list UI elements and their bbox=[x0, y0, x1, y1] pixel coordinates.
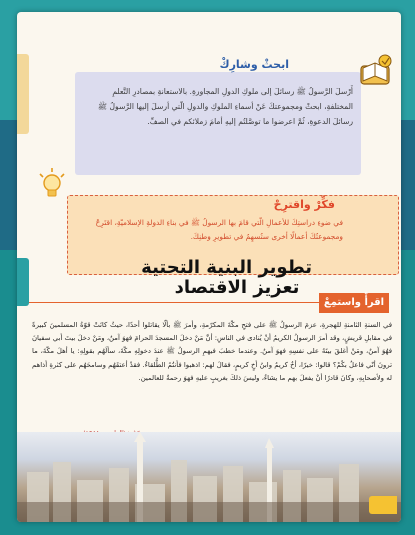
overlay-heading-line-1: تطوير البنية التحتية bbox=[141, 257, 312, 278]
page-number-tab bbox=[369, 496, 397, 514]
read-listen-text: في السنةِ الثامنةِ للهجرةِ، عزمَ الرسولُ ﷺ على فتحِ مكّةَ المكرّمةِ، وأمرَ ﷺ بألّا يقاتلوا أحدًا، حيثُ كانَتْ قوّةُ المسلمينَ كبيرةً في مقابلِ قريشٍ، وقد أمرَ الرسولُ الكريمُ أنْ يُنادى في الناسِ: أنَّ مَنْ دخلَ المسجدَ الحرامَ فهوَ آمنٌ، ومَنْ دخلَ بيتَ أبي سفيانَ فهُوَ آمنٌ، ومَنْ أغلقَ بيتَهُ على نفسِهِ فهوَ آمنٌ. وعندما خطبَ فيهمِ الرسولُ ﷺ عندَ دخولِهِ مكّةَ، سألَهُم بقولِهِ: يا أهلَ مكّةَ، ما ترونَ أنّي فاعلٌ بكُمْ؟ قالوا: خيرًا، أخٌ كريمٌ وابنُ أخٍ كريمٍ، فقالَ لهم: اذهبوا فأنتُمُ الطُّلقاءُ. فقدْ أعتقَهُم وسامحَهُم على كثرةِ أذاهم له ولأصحابِهِ، وكانَ قادرًا أنْ يفعلَ بهم ما يشاءُ، وليسَ ذلكَ بغريبٍ عليهِ فهوَ رحمةٌ للعالمين. bbox=[32, 321, 392, 382]
page-side-tab-bottom bbox=[17, 258, 29, 306]
overlay-heading bbox=[141, 257, 312, 298]
mecca-city-photo bbox=[17, 432, 401, 522]
textbook-page bbox=[17, 12, 401, 522]
think-suggest-title: فكِّرْ واقترِحْ bbox=[273, 198, 335, 211]
overlay-heading-line-2: تعزيز الاقتصاد bbox=[174, 277, 300, 298]
explore-share-title: ابحثْ وشارِكْ bbox=[219, 58, 289, 71]
lightbulb-icon bbox=[36, 166, 68, 206]
explore-share-text: أَرْسلَ الرَّسولُ ﷺ رسائلَ إلى ملوكِ الدولِ المجاورةِ. بالاستعانةِ بمصادرِ التَّعلمِ المختلفةِ، ابحثْ ومجموعتكَ عَنْ أسماءِ الملوكِ والدولِ الّتي أرسلَ إليها الرَّسولُ ﷺ رسائلَ الدعوةِ، ثُمَّ اعرضوا ما توصَّلتُم إليهِ أمامَ زملائكم في الصفِّ. bbox=[97, 87, 353, 126]
think-suggest-text: في ضوءِ دراستِكَ للأعمالِ الّتي قامَ بها الرسولُ ﷺ في بناءِ الدولةِ الإسلاميّةِ، اقتَرِحْ ومجموعتُكَ أعمالًا أخرى ستُسهِمُ في تطويرِ وطنِكَ. bbox=[95, 218, 343, 241]
page-side-tab-top bbox=[17, 54, 29, 134]
read-section-rule bbox=[29, 302, 319, 303]
read-listen-tag: اقرأْ واستمِعْ bbox=[319, 293, 389, 313]
book-icon bbox=[357, 52, 395, 92]
